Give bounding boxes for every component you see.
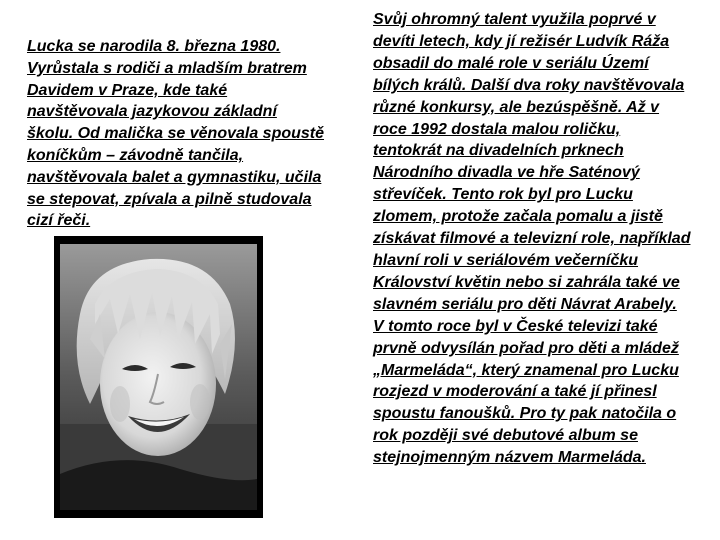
biography-paragraph-right: Svůj ohromný talent využila poprvé v devíti letech, kdy jí režisér Ludvík Ráža obsadil do malé role v seriálu Území bílých králů. Další dva roky navštěvovala různé konkursy, ale bezúspěšně. Až v roce 1992 dostala malou roličku, tentokrát na divadelních prknech Národního divadla ve hře Saténový střevíček. Tento rok byl pro Lucku zlomem, protože začala pomalu a jistě získávat filmové a televizní role, například hlavní roli v seriálovém večerníčku Království květin nebo si zahrála také ve slavném seriálu pro děti Návrat Arabely. V tomto roce byl v České televizi také prvně odvysílán pořad pro děti a mládež „Marmeláda“, který znamenal pro Lucku rozjezd v moderování a také jí přinesl spoustu fanoušků. Pro ty pak natočila o rok později své debutové album se stejnojmenným názvem Marmeláda. xyxy=(373,11,691,467)
biography-paragraph-left: Lucka se narodila 8. března 1980. Vyrůstala s rodiči a mladším bratrem Davidem v Praze, kde také navštěvovala jazykovou základní školu. Od malička se věnovala spoustě koníčkům – závodně tančila, navštěvovala balet a gymnastiku, učila se stepovat, zpívala a pilně studovala cizí řeči. xyxy=(27,38,325,230)
portrait-image xyxy=(60,244,257,510)
portrait-illustration xyxy=(60,244,257,510)
portrait-photo xyxy=(54,236,263,518)
